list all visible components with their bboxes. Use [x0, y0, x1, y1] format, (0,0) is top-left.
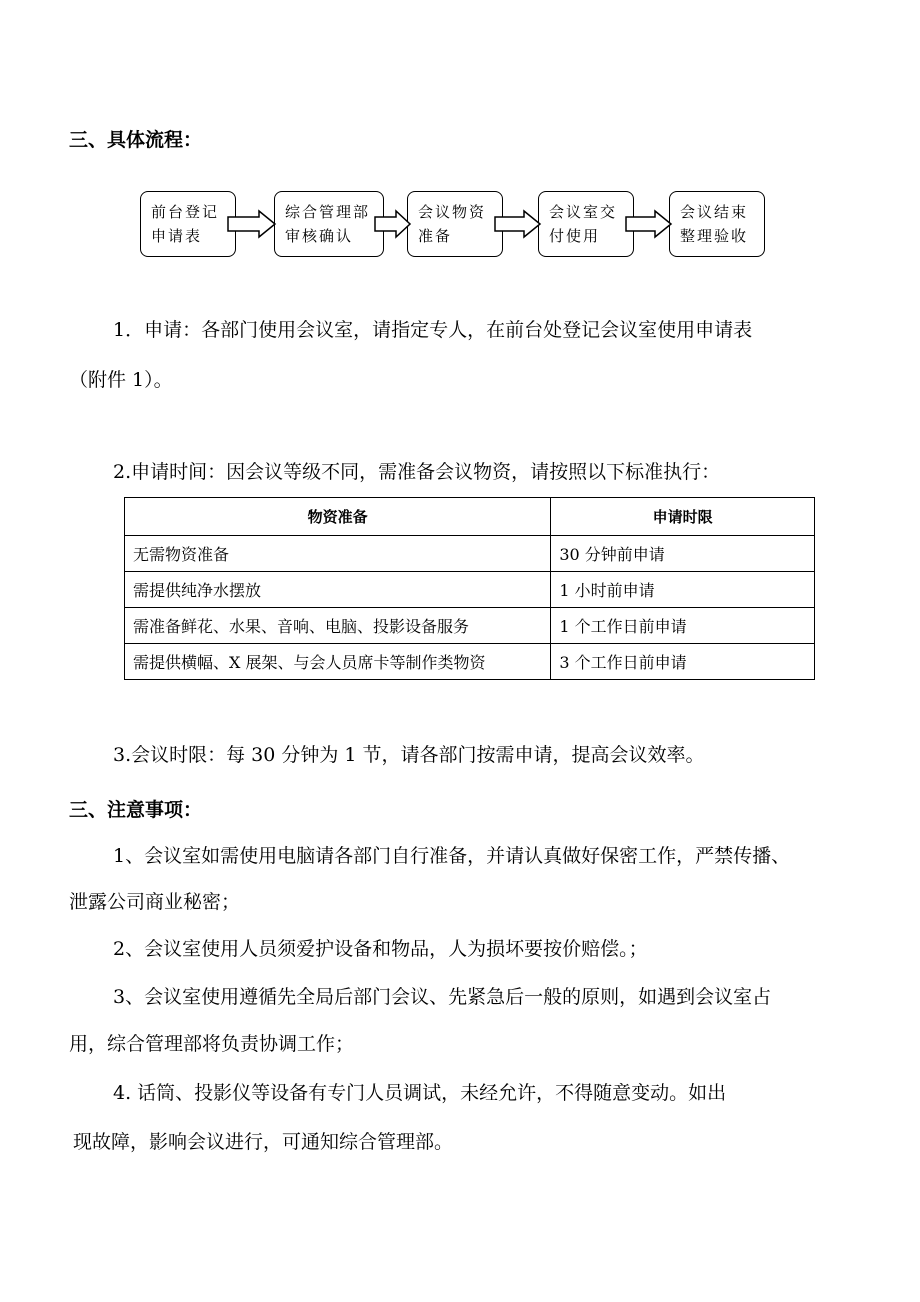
note-1: 1、会议室如需使用电脑请各部门自行准备，并请认真做好保密工作，严禁传播、	[113, 845, 791, 867]
note-4-cont: 现故障，影响会议进行，可通知综合管理部。	[73, 1131, 454, 1153]
table-cell: 30 分钟前申请	[551, 536, 815, 572]
note-3-cont: 用，综合管理部将负责协调工作；	[69, 1033, 355, 1055]
table-row	[125, 608, 815, 644]
process-heading: 三、具体流程：	[69, 129, 203, 151]
note-1-cont: 泄露公司商业秘密；	[69, 891, 241, 913]
note-4: 4. 话筒、投影仪等设备有专门人员调试，未经允许，不得随意变动。如出	[113, 1082, 727, 1104]
flow-step-text: 付使用	[549, 227, 601, 245]
flow-arrow-icon	[625, 209, 673, 239]
table-cell: 需提供纯净水摆放	[125, 572, 551, 608]
flow-step-text: 申请表	[151, 227, 203, 245]
paragraph-apply-cont: （附件 1）。	[69, 369, 173, 391]
table-row	[125, 644, 815, 680]
flow-step-review	[274, 191, 384, 257]
flow-step-register	[140, 191, 236, 257]
paragraph-meeting-duration: 3.会议时限：每 30 分钟为 1 节，请各部门按需申请，提高会议效率。	[113, 744, 705, 766]
table-cell: 3 个工作日前申请	[551, 644, 815, 680]
notes-heading: 三、注意事项：	[69, 799, 203, 821]
flow-step-text: 会议室交	[549, 203, 618, 221]
table-row	[125, 572, 815, 608]
flow-step-text: 综合管理部	[285, 203, 371, 221]
flow-step-text: 前台登记	[151, 203, 220, 221]
flow-step-text: 整理验收	[680, 227, 749, 245]
table-cell: 需提供横幅、X 展架、与会人员席卡等制作类物资	[125, 644, 551, 680]
requirements-table	[124, 497, 815, 680]
note-2: 2、会议室使用人员须爱护设备和物品，人为损坏要按价赔偿。；	[113, 938, 648, 960]
table-row	[125, 536, 815, 572]
table-header-row	[125, 498, 815, 536]
table-header-deadline: 申请时限	[551, 498, 815, 536]
note-3: 3、会议室使用遵循先全局后部门会议、先紧急后一般的原则，如遇到会议室占	[113, 986, 772, 1008]
paragraph-apply: 1．申请：各部门使用会议室，请指定专人，在前台处登记会议室使用申请表	[113, 319, 753, 341]
table-header-supplies: 物资准备	[125, 498, 551, 536]
flow-step-text: 审核确认	[285, 227, 354, 245]
paragraph-apply-time: 2.申请时间：因会议等级不同，需准备会议物资，请按照以下标准执行：	[113, 461, 721, 483]
table-cell: 无需物资准备	[125, 536, 551, 572]
flow-step-text: 会议结束	[680, 203, 749, 221]
flow-step-close	[669, 191, 765, 257]
flow-arrow-icon	[494, 209, 542, 239]
flow-step-text: 会议物资	[418, 203, 487, 221]
flow-step-supplies	[407, 191, 503, 257]
table-cell: 1 小时前申请	[551, 572, 815, 608]
flow-arrow-icon	[227, 209, 277, 239]
flow-step-handover	[538, 191, 634, 257]
table-cell: 需准备鲜花、水果、音响、电脑、投影设备服务	[125, 608, 551, 644]
flow-step-text: 准备	[418, 227, 453, 245]
flow-arrow-icon	[374, 209, 412, 239]
table-cell: 1 个工作日前申请	[551, 608, 815, 644]
